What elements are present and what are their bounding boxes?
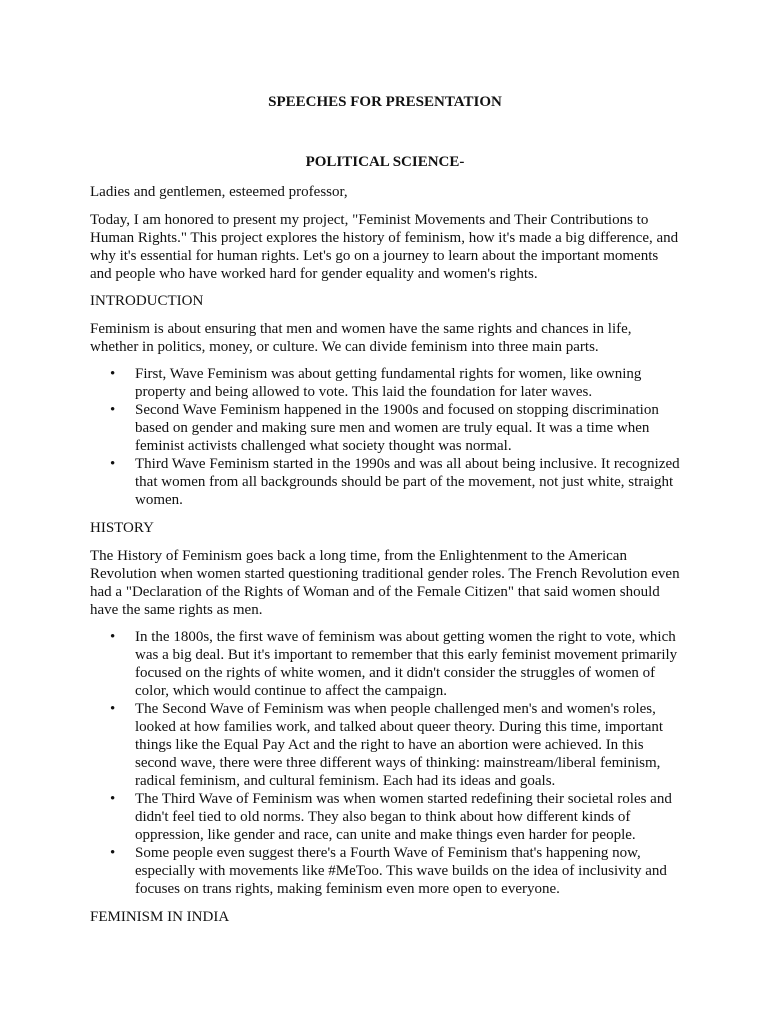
list-item — [110, 700, 680, 790]
history-paragraph: The History of Feminism goes back a long time, from the Enlightenment to the American Revolution when women started questioning traditional gender roles. The French Revolution even had a "Declaration of the Rights of Woman and of the Female Citizen" that said women should have the same rights as men. — [90, 548, 680, 618]
introduction-bullet-list — [90, 365, 680, 509]
bullet-icon: • — [110, 402, 116, 418]
list-item-text: The Third Wave of Feminism was when women started redefining their societal roles and didn't feel tied to old norms. They also began to think about how different kinds of oppression, like gender and race, can unite and make things even harder for people. — [135, 791, 672, 843]
bullet-icon: • — [110, 845, 116, 861]
introduction-paragraph: Feminism is about ensuring that men and women have the same rights and chances in life, whether in politics, money, or culture. We can divide feminism into three main parts. — [90, 321, 632, 355]
section-heading-history: HISTORY — [90, 520, 154, 536]
list-item — [110, 455, 680, 509]
bullet-icon: • — [110, 629, 116, 645]
history-bullet-list — [90, 628, 680, 898]
intro-paragraph: Today, I am honored to present my project, "Feminist Movements and Their Contributions to Human Rights." This project explores the history of feminism, how it's made a big difference, and why it's essential for human rights. Let's go on a journey to learn about the important moments and people who have worked hard for gender equality and women's rights. — [90, 212, 679, 282]
list-item-text: In the 1800s, the first wave of feminism was about getting women the right to vote, which was a big deal. But it's important to remember that this early feminist movement primarily focused on the rights of white women, and it didn't consider the struggles of women of color, which would continue to affect the campaign. — [135, 629, 678, 699]
list-item-text: First, Wave Feminism was about getting fundamental rights for women, like owning property and being allowed to vote. This laid the foundation for later waves. — [135, 366, 642, 400]
list-item — [110, 365, 680, 401]
document-title: SPEECHES FOR PRESENTATION — [268, 94, 502, 110]
bullet-icon: • — [110, 366, 116, 382]
list-item-text: Second Wave Feminism happened in the 1900s and focused on stopping discrimination based on gender and making sure men and women are truly equal. It was a time when feminist activists challenged what society thought was normal. — [135, 402, 659, 454]
bullet-icon: • — [110, 456, 116, 472]
document-page — [90, 88, 680, 926]
document-subtitle: POLITICAL SCIENCE- — [305, 154, 465, 170]
list-item-text: Some people even suggest there's a Fourth Wave of Feminism that's happening now, especially with movements like #MeToo. This wave builds on the idea of inclusivity and focuses on trans rights, making feminism even more open to everyone. — [135, 845, 667, 897]
bullet-icon: • — [110, 791, 116, 807]
list-item — [110, 628, 680, 700]
bullet-icon: • — [110, 701, 116, 717]
list-item-text: The Second Wave of Feminism was when people challenged men's and women's roles, looked at how families work, and talked about queer theory. During this time, important things like the Equal Pay Act and the right to have an abortion were achieved. In this second wave, there were three different ways of thinking: mainstream/liberal feminism, radical feminism, and cultural feminism. Each had its ideas and goals. — [135, 701, 664, 789]
greeting-text: Ladies and gentlemen, esteemed professor, — [90, 184, 348, 200]
section-heading-feminism-in-india: FEMINISM IN INDIA — [90, 909, 230, 925]
section-heading-introduction: INTRODUCTION — [90, 293, 204, 309]
list-item — [110, 790, 680, 844]
list-item-text: Third Wave Feminism started in the 1990s and was all about being inclusive. It recognized that women from all backgrounds should be part of the movement, not just white, straight women. — [135, 456, 680, 508]
list-item — [110, 401, 680, 455]
list-item — [110, 844, 680, 898]
